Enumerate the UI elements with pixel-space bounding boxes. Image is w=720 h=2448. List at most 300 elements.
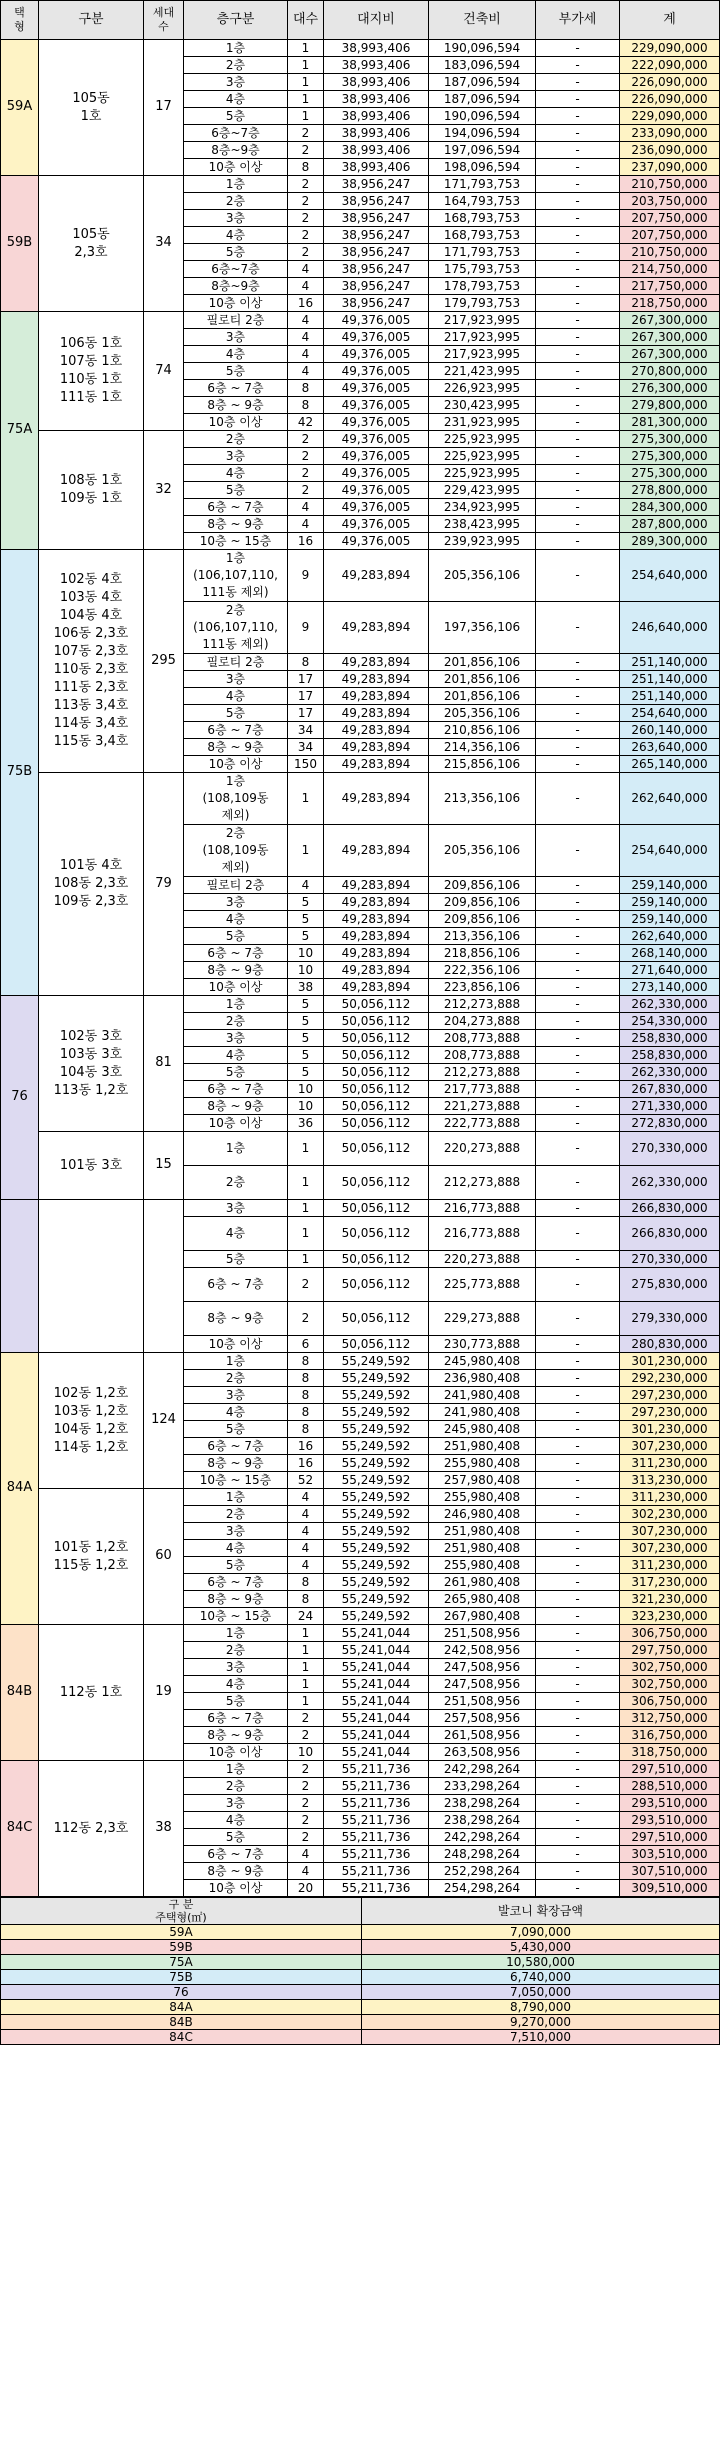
- vat-cell: -: [536, 1693, 620, 1710]
- header-land-cost: 대지비: [324, 1, 429, 40]
- count-cell: 17: [288, 671, 324, 688]
- building-cost-cell: 261,508,956: [429, 1727, 536, 1744]
- vat-cell: -: [536, 825, 620, 877]
- dong-cell: 108동 1호 109동 1호: [39, 431, 144, 550]
- vat-cell: -: [536, 244, 620, 261]
- balcony-row: [1, 1955, 720, 1970]
- vat-cell: -: [536, 1455, 620, 1472]
- vat-cell: -: [536, 74, 620, 91]
- total-cell: 270,330,000: [620, 1251, 720, 1268]
- building-cost-cell: 214,356,106: [429, 739, 536, 756]
- count-cell: 150: [288, 756, 324, 773]
- total-cell: 262,640,000: [620, 928, 720, 945]
- building-cost-cell: 229,273,888: [429, 1302, 536, 1336]
- land-cost-cell: 49,283,894: [324, 773, 429, 825]
- total-cell: 311,230,000: [620, 1557, 720, 1574]
- building-cost-cell: 230,773,888: [429, 1336, 536, 1353]
- total-cell: 293,510,000: [620, 1795, 720, 1812]
- floor-cell: 2층: [184, 193, 288, 210]
- count-cell: 1: [288, 40, 324, 57]
- count-cell: 2: [288, 1795, 324, 1812]
- land-cost-cell: 55,249,592: [324, 1574, 429, 1591]
- count-cell: 2: [288, 465, 324, 482]
- count-cell: 4: [288, 278, 324, 295]
- balcony-amount-cell: 6,740,000: [362, 1970, 720, 1985]
- floor-cell: 6층 ~ 7층: [184, 945, 288, 962]
- floor-cell: 10층 이상: [184, 756, 288, 773]
- vat-cell: -: [536, 705, 620, 722]
- vat-cell: -: [536, 346, 620, 363]
- count-cell: 8: [288, 1404, 324, 1421]
- land-cost-cell: 49,376,005: [324, 363, 429, 380]
- unit-type-cell: 75A: [1, 312, 39, 550]
- count-cell: 1: [288, 1676, 324, 1693]
- vat-cell: -: [536, 57, 620, 74]
- total-cell: 281,300,000: [620, 414, 720, 431]
- building-cost-cell: 267,980,408: [429, 1608, 536, 1625]
- floor-cell: 필로티 2층: [184, 877, 288, 894]
- land-cost-cell: 49,376,005: [324, 499, 429, 516]
- total-cell: 265,140,000: [620, 756, 720, 773]
- vat-cell: -: [536, 1268, 620, 1302]
- floor-cell: 1층: [184, 176, 288, 193]
- vat-cell: -: [536, 1642, 620, 1659]
- land-cost-cell: 50,056,112: [324, 1200, 429, 1217]
- floor-cell: 6층 ~ 7층: [184, 499, 288, 516]
- count-cell: 2: [288, 125, 324, 142]
- count-cell: 8: [288, 1574, 324, 1591]
- total-cell: 259,140,000: [620, 877, 720, 894]
- land-cost-cell: 55,211,736: [324, 1846, 429, 1863]
- balcony-header-type: 주택형(㎡): [1, 1911, 362, 1925]
- floor-cell: 2층 (108,109동 제외): [184, 825, 288, 877]
- vat-cell: -: [536, 142, 620, 159]
- land-cost-cell: 55,249,592: [324, 1370, 429, 1387]
- land-cost-cell: 49,283,894: [324, 705, 429, 722]
- total-cell: 287,800,000: [620, 516, 720, 533]
- vat-cell: -: [536, 928, 620, 945]
- table-row: [1, 1489, 720, 1506]
- vat-cell: -: [536, 1132, 620, 1166]
- land-cost-cell: 55,249,592: [324, 1540, 429, 1557]
- total-cell: 270,800,000: [620, 363, 720, 380]
- building-cost-cell: 217,923,995: [429, 346, 536, 363]
- building-cost-cell: 247,508,956: [429, 1676, 536, 1693]
- count-cell: 4: [288, 516, 324, 533]
- unit-type-cell: [1, 1200, 39, 1353]
- header-division: 구분: [39, 1, 144, 40]
- count-cell: 1: [288, 773, 324, 825]
- building-cost-cell: 216,773,888: [429, 1217, 536, 1251]
- building-cost-cell: 238,298,264: [429, 1812, 536, 1829]
- building-cost-cell: 225,923,995: [429, 431, 536, 448]
- vat-cell: -: [536, 1489, 620, 1506]
- vat-cell: -: [536, 756, 620, 773]
- floor-cell: 8층 ~ 9층: [184, 1863, 288, 1880]
- dong-cell: 102동 4호 103동 4호 104동 4호 106동 2,3호 107동 2,3호 110동 2,3호 111동 2,3호 113동 3,4호 114동 3,4호 115동 3,4호: [39, 550, 144, 773]
- total-cell: 271,330,000: [620, 1098, 720, 1115]
- vat-cell: -: [536, 40, 620, 57]
- count-cell: 4: [288, 1523, 324, 1540]
- total-cell: 210,750,000: [620, 176, 720, 193]
- households-cell: 124: [144, 1353, 184, 1489]
- vat-cell: -: [536, 1438, 620, 1455]
- vat-cell: -: [536, 773, 620, 825]
- floor-cell: 8층 ~ 9층: [184, 1098, 288, 1115]
- total-cell: 306,750,000: [620, 1693, 720, 1710]
- building-cost-cell: 255,980,408: [429, 1557, 536, 1574]
- vat-cell: -: [536, 1829, 620, 1846]
- land-cost-cell: 50,056,112: [324, 1098, 429, 1115]
- land-cost-cell: 50,056,112: [324, 1336, 429, 1353]
- land-cost-cell: 38,993,406: [324, 40, 429, 57]
- count-cell: 16: [288, 295, 324, 312]
- building-cost-cell: 215,856,106: [429, 756, 536, 773]
- land-cost-cell: 49,283,894: [324, 756, 429, 773]
- building-cost-cell: 221,273,888: [429, 1098, 536, 1115]
- land-cost-cell: 50,056,112: [324, 1268, 429, 1302]
- floor-cell: 5층: [184, 363, 288, 380]
- vat-cell: -: [536, 312, 620, 329]
- count-cell: 20: [288, 1880, 324, 1897]
- total-cell: 276,300,000: [620, 380, 720, 397]
- total-cell: 312,750,000: [620, 1710, 720, 1727]
- land-cost-cell: 49,283,894: [324, 962, 429, 979]
- land-cost-cell: 55,249,592: [324, 1387, 429, 1404]
- building-cost-cell: 217,923,995: [429, 312, 536, 329]
- building-cost-cell: 261,980,408: [429, 1574, 536, 1591]
- header-building-cost: 건축비: [429, 1, 536, 40]
- vat-cell: -: [536, 431, 620, 448]
- building-cost-cell: 212,273,888: [429, 996, 536, 1013]
- building-cost-cell: 178,793,753: [429, 278, 536, 295]
- floor-cell: 2층: [184, 1506, 288, 1523]
- building-cost-cell: 234,923,995: [429, 499, 536, 516]
- building-cost-cell: 220,273,888: [429, 1132, 536, 1166]
- floor-cell: 3층: [184, 671, 288, 688]
- unit-type-cell: 76: [1, 996, 39, 1200]
- floor-cell: 1층: [184, 1625, 288, 1642]
- building-cost-cell: 241,980,408: [429, 1404, 536, 1421]
- floor-cell: 1층: [184, 40, 288, 57]
- count-cell: 8: [288, 380, 324, 397]
- vat-cell: -: [536, 1115, 620, 1132]
- total-cell: 279,330,000: [620, 1302, 720, 1336]
- vat-cell: -: [536, 602, 620, 654]
- building-cost-cell: 222,773,888: [429, 1115, 536, 1132]
- land-cost-cell: 38,993,406: [324, 74, 429, 91]
- land-cost-cell: 49,376,005: [324, 465, 429, 482]
- land-cost-cell: 38,956,247: [324, 176, 429, 193]
- building-cost-cell: 213,356,106: [429, 928, 536, 945]
- building-cost-cell: 217,923,995: [429, 329, 536, 346]
- vat-cell: -: [536, 1676, 620, 1693]
- vat-cell: -: [536, 261, 620, 278]
- total-cell: 203,750,000: [620, 193, 720, 210]
- vat-cell: -: [536, 1030, 620, 1047]
- vat-cell: -: [536, 945, 620, 962]
- land-cost-cell: 50,056,112: [324, 996, 429, 1013]
- count-cell: 9: [288, 602, 324, 654]
- balcony-header-division: 구 분: [1, 1898, 362, 1912]
- count-cell: 2: [288, 176, 324, 193]
- balcony-type-cell: 76: [1, 1985, 362, 2000]
- land-cost-cell: 38,956,247: [324, 244, 429, 261]
- floor-cell: 5층: [184, 1557, 288, 1574]
- vat-cell: -: [536, 1098, 620, 1115]
- building-cost-cell: 168,793,753: [429, 227, 536, 244]
- building-cost-cell: 242,298,264: [429, 1761, 536, 1778]
- land-cost-cell: 50,056,112: [324, 1115, 429, 1132]
- vat-cell: -: [536, 911, 620, 928]
- floor-cell: 10층 ~ 15층: [184, 1608, 288, 1625]
- floor-cell: 5층: [184, 244, 288, 261]
- floor-cell: 4층: [184, 1812, 288, 1829]
- floor-cell: 1층: [184, 1353, 288, 1370]
- land-cost-cell: 38,993,406: [324, 142, 429, 159]
- count-cell: 1: [288, 1132, 324, 1166]
- building-cost-cell: 230,423,995: [429, 397, 536, 414]
- building-cost-cell: 190,096,594: [429, 108, 536, 125]
- total-cell: 251,140,000: [620, 688, 720, 705]
- floor-cell: 5층: [184, 1693, 288, 1710]
- building-cost-cell: 164,793,753: [429, 193, 536, 210]
- building-cost-cell: 245,980,408: [429, 1421, 536, 1438]
- building-cost-cell: 242,298,264: [429, 1829, 536, 1846]
- count-cell: 1: [288, 74, 324, 91]
- count-cell: 2: [288, 482, 324, 499]
- dong-cell: 101동 4호 108동 2,3호 109동 2,3호: [39, 773, 144, 996]
- land-cost-cell: 50,056,112: [324, 1251, 429, 1268]
- vat-cell: -: [536, 448, 620, 465]
- land-cost-cell: 55,241,044: [324, 1642, 429, 1659]
- land-cost-cell: 38,993,406: [324, 57, 429, 74]
- floor-cell: 6층 ~ 7층: [184, 380, 288, 397]
- building-cost-cell: 251,980,408: [429, 1438, 536, 1455]
- land-cost-cell: 55,249,592: [324, 1608, 429, 1625]
- building-cost-cell: 208,773,888: [429, 1030, 536, 1047]
- building-cost-cell: 251,508,956: [429, 1625, 536, 1642]
- floor-cell: 4층: [184, 1404, 288, 1421]
- total-cell: 293,510,000: [620, 1812, 720, 1829]
- floor-cell: 4층: [184, 1676, 288, 1693]
- floor-cell: 1층 (108,109동 제외): [184, 773, 288, 825]
- count-cell: 4: [288, 1540, 324, 1557]
- building-cost-cell: 198,096,594: [429, 159, 536, 176]
- vat-cell: -: [536, 1370, 620, 1387]
- count-cell: 4: [288, 363, 324, 380]
- vat-cell: -: [536, 329, 620, 346]
- floor-cell: 6층 ~ 7층: [184, 1710, 288, 1727]
- building-cost-cell: 205,356,106: [429, 550, 536, 602]
- table-row: [1, 1353, 720, 1370]
- dong-cell: 101동 3호: [39, 1132, 144, 1200]
- vat-cell: -: [536, 295, 620, 312]
- land-cost-cell: 49,376,005: [324, 346, 429, 363]
- building-cost-cell: 218,856,106: [429, 945, 536, 962]
- floor-cell: 4층: [184, 346, 288, 363]
- land-cost-cell: 49,376,005: [324, 482, 429, 499]
- building-cost-cell: 257,980,408: [429, 1472, 536, 1489]
- land-cost-cell: 38,993,406: [324, 125, 429, 142]
- floor-cell: 8층~9층: [184, 142, 288, 159]
- total-cell: 262,330,000: [620, 996, 720, 1013]
- total-cell: 318,750,000: [620, 1744, 720, 1761]
- land-cost-cell: 55,211,736: [324, 1795, 429, 1812]
- count-cell: 10: [288, 945, 324, 962]
- header-households: 세대 수: [144, 1, 184, 40]
- building-cost-cell: 220,273,888: [429, 1251, 536, 1268]
- count-cell: 1: [288, 57, 324, 74]
- total-cell: 262,330,000: [620, 1064, 720, 1081]
- building-cost-cell: 226,923,995: [429, 380, 536, 397]
- land-cost-cell: 50,056,112: [324, 1064, 429, 1081]
- building-cost-cell: 208,773,888: [429, 1047, 536, 1064]
- land-cost-cell: 55,249,592: [324, 1404, 429, 1421]
- total-cell: 289,300,000: [620, 533, 720, 550]
- count-cell: 4: [288, 1846, 324, 1863]
- land-cost-cell: 55,211,736: [324, 1829, 429, 1846]
- building-cost-cell: 238,423,995: [429, 516, 536, 533]
- floor-cell: 1층: [184, 1761, 288, 1778]
- vat-cell: -: [536, 482, 620, 499]
- count-cell: 1: [288, 1625, 324, 1642]
- floor-cell: 8층 ~ 9층: [184, 397, 288, 414]
- count-cell: 38: [288, 979, 324, 996]
- vat-cell: -: [536, 1404, 620, 1421]
- count-cell: 5: [288, 1030, 324, 1047]
- total-cell: 226,090,000: [620, 91, 720, 108]
- vat-cell: -: [536, 1047, 620, 1064]
- vat-cell: -: [536, 1795, 620, 1812]
- land-cost-cell: 49,376,005: [324, 312, 429, 329]
- households-cell: 81: [144, 996, 184, 1132]
- total-cell: 262,330,000: [620, 1166, 720, 1200]
- count-cell: 9: [288, 550, 324, 602]
- dong-cell: [39, 1200, 144, 1353]
- total-cell: 237,090,000: [620, 159, 720, 176]
- total-cell: 267,300,000: [620, 346, 720, 363]
- building-cost-cell: 221,423,995: [429, 363, 536, 380]
- households-cell: 295: [144, 550, 184, 773]
- balcony-table: [0, 1897, 720, 2045]
- count-cell: 1: [288, 1693, 324, 1710]
- count-cell: 1: [288, 1200, 324, 1217]
- total-cell: 266,830,000: [620, 1200, 720, 1217]
- floor-cell: 8층 ~ 9층: [184, 739, 288, 756]
- balcony-row: [1, 2015, 720, 2030]
- floor-cell: 10층 ~ 15층: [184, 1472, 288, 1489]
- floor-cell: 2층: [184, 57, 288, 74]
- total-cell: 263,640,000: [620, 739, 720, 756]
- balcony-amount-cell: 7,510,000: [362, 2030, 720, 2045]
- land-cost-cell: 55,249,592: [324, 1353, 429, 1370]
- building-cost-cell: 242,508,956: [429, 1642, 536, 1659]
- floor-cell: 1층: [184, 1489, 288, 1506]
- count-cell: 6: [288, 1336, 324, 1353]
- total-cell: 301,230,000: [620, 1353, 720, 1370]
- count-cell: 1: [288, 1217, 324, 1251]
- unit-type-cell: 84B: [1, 1625, 39, 1761]
- floor-cell: 3층: [184, 1659, 288, 1676]
- vat-cell: -: [536, 193, 620, 210]
- count-cell: 2: [288, 1761, 324, 1778]
- total-cell: 284,300,000: [620, 499, 720, 516]
- vat-cell: -: [536, 91, 620, 108]
- balcony-header-amount: 발코니 확장금액: [362, 1898, 720, 1925]
- building-cost-cell: 183,096,594: [429, 57, 536, 74]
- total-cell: 236,090,000: [620, 142, 720, 159]
- land-cost-cell: 50,056,112: [324, 1132, 429, 1166]
- building-cost-cell: 231,923,995: [429, 414, 536, 431]
- land-cost-cell: 49,283,894: [324, 911, 429, 928]
- floor-cell: 8층 ~ 9층: [184, 1302, 288, 1336]
- count-cell: 2: [288, 1812, 324, 1829]
- building-cost-cell: 216,773,888: [429, 1200, 536, 1217]
- total-cell: 226,090,000: [620, 74, 720, 91]
- floor-cell: 4층: [184, 1217, 288, 1251]
- building-cost-cell: 252,298,264: [429, 1863, 536, 1880]
- vat-cell: -: [536, 1217, 620, 1251]
- total-cell: 217,750,000: [620, 278, 720, 295]
- total-cell: 258,830,000: [620, 1047, 720, 1064]
- building-cost-cell: 205,356,106: [429, 705, 536, 722]
- total-cell: 214,750,000: [620, 261, 720, 278]
- balcony-body: [1, 1925, 720, 2045]
- header-vat: 부가세: [536, 1, 620, 40]
- balcony-type-cell: 59A: [1, 1925, 362, 1940]
- floor-cell: 4층: [184, 465, 288, 482]
- floor-cell: 3층: [184, 1387, 288, 1404]
- land-cost-cell: 49,283,894: [324, 654, 429, 671]
- total-cell: 297,230,000: [620, 1404, 720, 1421]
- count-cell: 16: [288, 533, 324, 550]
- vat-cell: -: [536, 1846, 620, 1863]
- floor-cell: 4층: [184, 1540, 288, 1557]
- vat-cell: -: [536, 1778, 620, 1795]
- total-cell: 317,230,000: [620, 1574, 720, 1591]
- vat-cell: -: [536, 1761, 620, 1778]
- dong-cell: 101동 1,2호 115동 1,2호: [39, 1489, 144, 1625]
- balcony-row: [1, 1925, 720, 1940]
- total-cell: 233,090,000: [620, 125, 720, 142]
- table-row: [1, 996, 720, 1013]
- count-cell: 8: [288, 1591, 324, 1608]
- vat-cell: -: [536, 414, 620, 431]
- land-cost-cell: 49,376,005: [324, 533, 429, 550]
- land-cost-cell: 50,056,112: [324, 1047, 429, 1064]
- count-cell: 4: [288, 1489, 324, 1506]
- vat-cell: -: [536, 1540, 620, 1557]
- vat-cell: -: [536, 1574, 620, 1591]
- dong-cell: 105동 2,3호: [39, 176, 144, 312]
- floor-cell: 1층: [184, 996, 288, 1013]
- total-cell: 271,640,000: [620, 962, 720, 979]
- total-cell: 258,830,000: [620, 1030, 720, 1047]
- floor-cell: 10층 이상: [184, 1744, 288, 1761]
- total-cell: 302,230,000: [620, 1506, 720, 1523]
- building-cost-cell: 236,980,408: [429, 1370, 536, 1387]
- total-cell: 303,510,000: [620, 1846, 720, 1863]
- total-cell: 316,750,000: [620, 1727, 720, 1744]
- vat-cell: -: [536, 1302, 620, 1336]
- land-cost-cell: 55,249,592: [324, 1421, 429, 1438]
- unit-type-cell: 59B: [1, 176, 39, 312]
- total-cell: 254,640,000: [620, 705, 720, 722]
- building-cost-cell: 229,423,995: [429, 482, 536, 499]
- building-cost-cell: 213,356,106: [429, 773, 536, 825]
- count-cell: 42: [288, 414, 324, 431]
